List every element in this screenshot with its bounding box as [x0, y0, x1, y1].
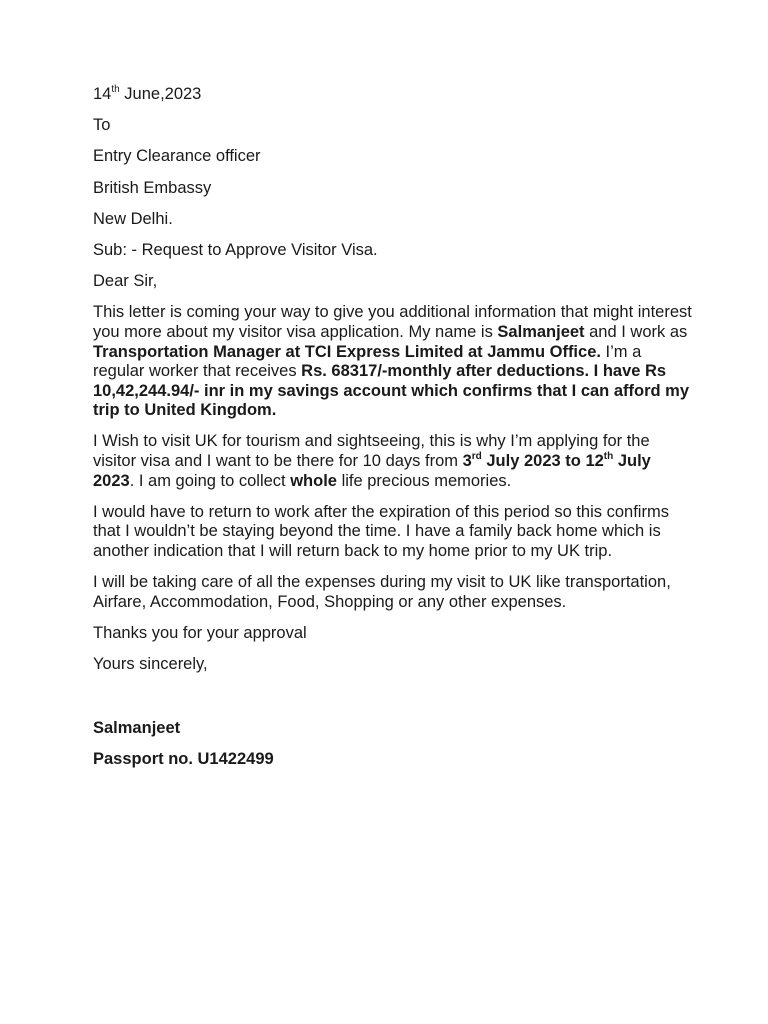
thanks-line: Thanks you for your approval	[93, 624, 307, 642]
applicant-name: Salmanjeet	[497, 322, 585, 341]
date-month-year: June,2023	[119, 85, 202, 103]
income-details: Rs. 68317/-monthly after deductions. I have Rs 10,42,244.94/- inr in my savings account which confirms that I can afford my trip to United Kingdom.	[93, 362, 690, 420]
letter-date	[93, 85, 693, 105]
paragraph-travel-dates: I Wish to visit UK for tourism and sightseeing, this is why I’m applying for the visitor visa and I want to be there for 10 days from 3rd July 2023 to 12th July 2023. I am going to collect whole life precious memories.	[93, 432, 651, 490]
recipient-title: Entry Clearance officer	[93, 147, 261, 166]
recipient-city: New Delhi.	[93, 209, 173, 228]
date-day: 14	[93, 85, 112, 103]
paragraph-return-intent: I would have to return to work after the expiration of this period so this confirms that I wouldn’t be staying beyond the time. I have a family back home which is another indication that I will return back to my home prior to my UK trip.	[93, 502, 669, 561]
paragraph-expenses: I will be taking care of all the expenses during my visit to UK like transportation, Airfare, Accommodation, Food, Shopping or any other expenses.	[93, 573, 671, 611]
salutation: Dear Sir,	[93, 272, 158, 291]
subject-line: Sub: - Request to Approve Visitor Visa.	[93, 240, 378, 259]
letter-page	[93, 85, 693, 770]
start-date: 3rd July 2023 to 12th July 2023	[93, 450, 651, 490]
job-title: Transportation Manager at TCI Express Limited at Jammu Office.	[93, 342, 601, 361]
to-label: To	[93, 116, 111, 135]
recipient-organization: British Embassy	[93, 178, 212, 197]
closing-line: Yours sincerely,	[93, 655, 208, 674]
paragraph-introduction: This letter is coming your way to give you additional information that might interest you more about my visitor visa application. My name is Salmanjeet and I work as Transportation Manager at TCI Express Limited at Jammu Office. I’m a regular worker that receives Rs. 68317/-monthly after deductions. I have Rs 10,42,244.94/- inr in my savings account which confirms that I can afford my trip to United Kingdom.	[93, 303, 692, 420]
signature-name: Salmanjeet	[93, 718, 181, 737]
date-suffix: th	[111, 83, 120, 95]
passport-number: Passport no. U1422499	[93, 749, 274, 768]
whole-word: whole	[290, 471, 337, 490]
